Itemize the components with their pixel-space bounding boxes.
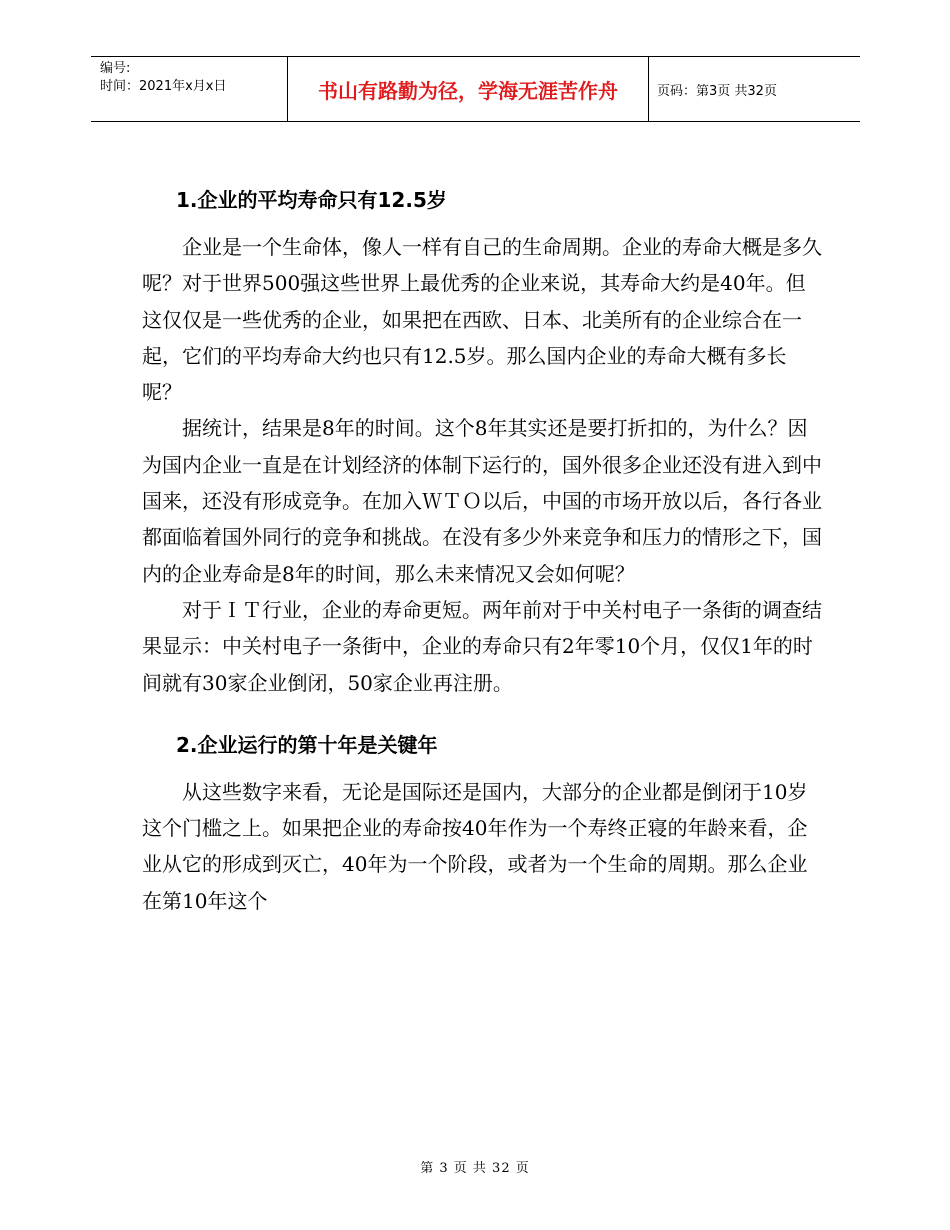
number-label: 编号: xyxy=(100,61,131,76)
paragraph: 据统计，结果是8年的时间。这个8年其实还是要打折扣的，为什么？因为国内企业一直是在计划经济的体制下运行的，国外很多企业还没有进入到中国来，还没有形成竞争。在加入ＷＴＯ以后，中国的市场开放以后，各行各业都面临着国外同行的竞争和挑战。在没有多少外来竞争和压力的情形之下，国内的企业寿命是8年的时间，那么未来情况又会如何呢？ xyxy=(142,416,822,586)
section-heading-1: 1.企业的平均寿命只有12.5岁 xyxy=(176,188,447,212)
header-motto: 书山有路勤为径，学海无涯苦作舟 xyxy=(287,57,649,121)
section-heading-2: 2.企业运行的第十年是关键年 xyxy=(176,732,438,757)
header-meta xyxy=(91,57,287,121)
page-header xyxy=(91,56,860,122)
paragraph: 从这些数字来看，无论是国际还是国内，大部分的企业都是倒闭于10岁这个门槛之上。如果把企业的寿命按40年作为一个寿终正寝的年龄来看，企业从它的形成到灭亡，40年为一个阶段，或者为一个生命的周期。那么企业在第10年这个 xyxy=(142,779,808,913)
document-body xyxy=(142,184,822,919)
paragraph: 企业是一个生命体，像人一样有自己的生命周期。企业的寿命大概是多久呢？对于世界500强这些世界上最优秀的企业来说，其寿命大约是40年。但这仅仅是一些优秀的企业，如果把在西欧、日本、北美所有的企业综合在一起，它们的平均寿命大约也只有12.5岁。那么国内企业的寿命大概有多长呢？ xyxy=(142,235,822,405)
section-spacer xyxy=(142,701,822,729)
header-page-info: 页码：第3页 共32页 xyxy=(657,83,777,99)
time-label: 时间：2021年x月x日 xyxy=(100,79,227,94)
page-footer: 第 3 页 共 32 页 xyxy=(420,1161,530,1176)
paragraph: 对于ＩＴ行业，企业的寿命更短。两年前对于中关村电子一条街的调查结果显示：中关村电子一条街中，企业的寿命只有2年零10个月，仅仅1年的时间就有30家企业倒闭，50家企业再注册。 xyxy=(142,597,822,695)
